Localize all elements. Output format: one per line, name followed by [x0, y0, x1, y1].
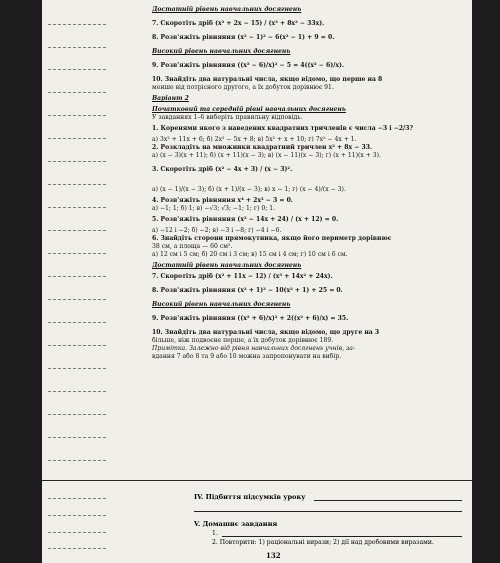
- summary-line: [314, 500, 462, 501]
- task-7b: 7. Скоротіть дріб (x² + 11x − 12) / (x³ + 14x² + 24x).: [152, 273, 333, 280]
- scan-edge: [42, 480, 472, 481]
- lesson-text: [152, 6, 468, 361]
- note: Примітка. Залежно від рівня навчальних досягнень учнів, за-: [152, 345, 356, 352]
- task-9: 9. Розв'яжіть рівняння ((x² − 6)/x)² − 5 = 4((x² − 6)/x).: [152, 62, 344, 69]
- summary-line: [194, 511, 462, 512]
- task-2: 2. Розкладіть на множники квадратний тричлен x² + 8x − 33.: [152, 144, 373, 151]
- answers-3: а) (x − 1)/(x − 3); б) (x + 1)/(x − 3); в) x − 1; г) (x − 4)/(x − 3).: [152, 186, 346, 193]
- task-8: 8. Розв'яжіть рівняння (x² − 1)² − 6(x² − 1) + 9 = 0.: [152, 34, 335, 41]
- homework-item-1: 1.: [212, 530, 218, 537]
- level-heading: Достатній рівень навчальних досягнень: [152, 262, 302, 269]
- task-5: 5. Розв'яжіть рівняння (x² − 14x + 24) / (x + 12) = 0.: [152, 216, 339, 223]
- task-9b: 9. Розв'яжіть рівняння ((x² + 6)/x)² + 2((x² + 6)/x) = 35.: [152, 315, 349, 322]
- answers-2: а) (x − 3)(x + 11); б) (x + 11)(x − 3); в) (x − 11)(x − 3); г) (x + 11)(x + 3).: [152, 152, 381, 159]
- task-6-cont: 38 см, а площа — 60 см².: [152, 243, 233, 250]
- section-summary-title: IV. Підбиття підсумків уроку: [194, 493, 306, 501]
- level-heading: Високий рівень навчальних досягнень: [152, 301, 291, 308]
- answers-5: а) −12 і −2; б) −2; в) −3 і −8; г) −4 і −6.: [152, 227, 282, 234]
- answers-4: а) −1; 1; б) 1; в) −√3; √3; −1; 1; г) 0; 1.: [152, 205, 276, 212]
- task-8b: 8. Розв'яжіть рівняння (x² + 1)² − 10(x² + 1) + 25 = 0.: [152, 287, 343, 294]
- task-1: 1. Коренями якого з наведених квадратних тричленів є числа −3 і −2/3?: [152, 125, 414, 132]
- task-10: 10. Знайдіть два натуральні числа, якщо відомо, що перше на 8: [152, 76, 383, 83]
- answers-6: а) 12 см і 5 см; б) 20 см і 3 см; в) 15 см і 4 см; г) 10 см і 6 см.: [152, 251, 348, 258]
- notes-margin: [48, 0, 110, 563]
- homework-item-2: 2. Повторити: 1) раціональні вирази; 2) дії над дробовими виразами.: [212, 539, 434, 546]
- instruction: У завданнях 1–6 виберіть правильну відповідь.: [152, 114, 303, 121]
- level-heading: Високий рівень навчальних досягнень: [152, 48, 291, 55]
- answers-1: а) 3x² + 11x + 6; б) 2x² − 5x + 8; в) 5x² + x + 10; г) 7x² − 4x + 1.: [152, 136, 357, 143]
- task-6: 6. Знайдіть сторони прямокутника, якщо його периметр дорівнює: [152, 235, 392, 242]
- level-heading: Достатній рівень навчальних досягнень: [152, 6, 302, 13]
- level-heading: Початковий та середній рівні навчальних досягнень: [152, 106, 346, 113]
- textbook-page: [42, 0, 472, 563]
- task-3: 3. Скоротіть дріб (x² − 4x + 3) / (x − 3)².: [152, 166, 293, 173]
- variant-title: Варіант 2: [152, 95, 189, 102]
- task-10b: 10. Знайдіть два натуральні числа, якщо відомо, що друге на 3: [152, 329, 380, 336]
- note-cont: вдання 7 або 8 та 9 або 10 можна запропонувати на вибір.: [152, 353, 342, 360]
- task-4: 4. Розв'яжіть рівняння x⁴ + 2x² − 3 = 0.: [152, 197, 293, 204]
- homework-line: [222, 536, 462, 537]
- task-10-cont: менше від потрісного другого, а їх добуток дорівнює 91.: [152, 84, 334, 91]
- task-7: 7. Скоротіть дріб (x² + 2x − 15) / (x³ + 8x² − 33x).: [152, 20, 325, 27]
- section-homework-title: V. Домашнє завдання: [194, 520, 278, 528]
- page-number: 132: [266, 551, 281, 560]
- task-10b-cont: більше, ніж подвоєне перше, а їх добуток дорівнює 189.: [152, 337, 334, 344]
